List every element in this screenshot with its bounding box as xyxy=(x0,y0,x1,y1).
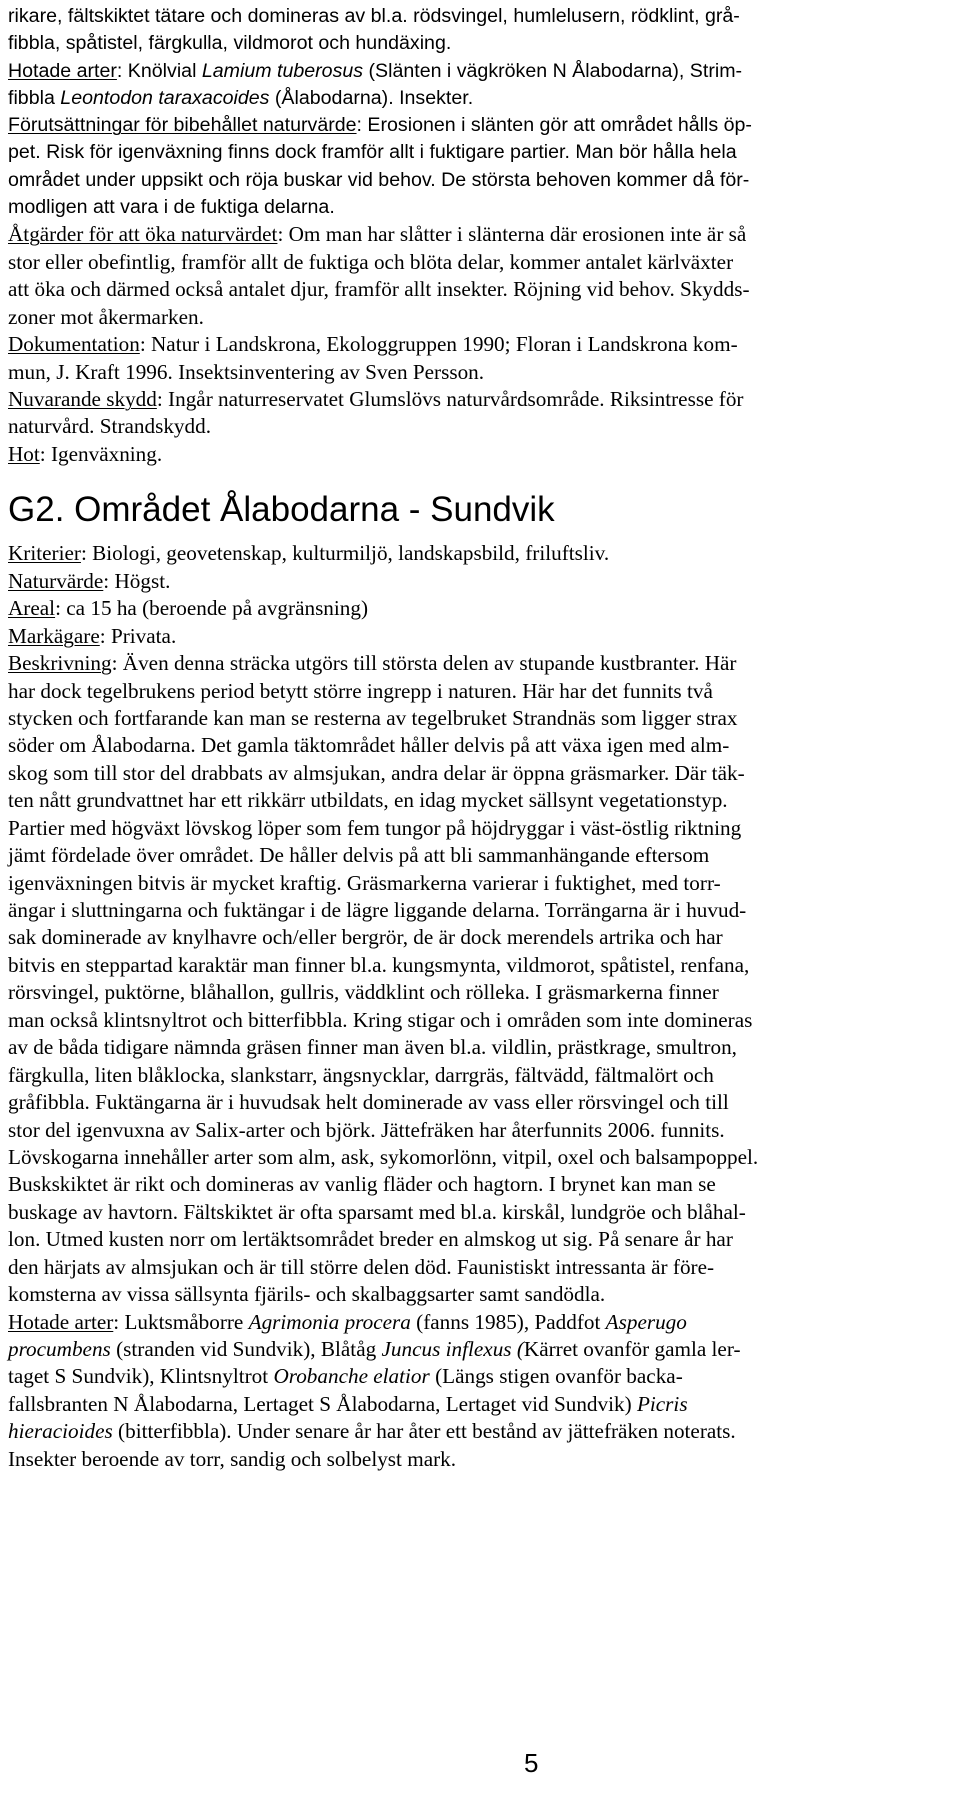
label-beskrivning: Beskrivning xyxy=(8,651,112,676)
text-line: Areal: ca 15 ha (beroende på avgränsning) xyxy=(8,596,369,621)
text-line: modligen att vara i de fuktiga delarna. xyxy=(8,196,335,219)
text-line: Markägare: Privata. xyxy=(8,623,177,648)
text-line: stycken och fortfarande kan man se resterna av tegelbruket Strandnäs som ligger strax xyxy=(8,705,738,730)
section-measures xyxy=(8,221,952,468)
text-line: fallsbranten N Ålabodarna, Lertaget S Ålabodarna, Lertaget vid Sundvik) Picris xyxy=(8,1391,688,1416)
text-line: Hot: Igenväxning. xyxy=(8,441,163,466)
text-line: rikare, fältskiktet tätare och domineras av bl.a. rödsvingel, humlelusern, rödklint, grå- xyxy=(8,5,740,27)
text-line: området under uppsikt och röja buskar vid behov. De största behoven kommer då för- xyxy=(8,168,750,191)
text-line: naturvård. Strandskydd. xyxy=(8,414,212,439)
label-hot: Hot xyxy=(8,441,40,466)
species-name: Juncus inflexus ( xyxy=(381,1337,524,1361)
label-kriterier: Kriterier xyxy=(8,541,81,566)
text-line: Åtgärder för att öka naturvärdet: Om man har slåtter i slänterna där erosionen inte är så xyxy=(8,222,747,247)
text-line: skog som till stor del drabbats av almsjukan, andra delar är öppna gräsmarker. Där täk- xyxy=(8,760,745,785)
document-page xyxy=(8,0,952,1473)
text-line: gråfibbla. Fuktängarna är i huvudsak helt dominerade av vass eller rörsvingel och till xyxy=(8,1090,729,1115)
text-line: man också klintsnyltrot och bitterfibbla. Kring stigar och i områden som inte domineras xyxy=(8,1007,753,1032)
text-line: Förutsättningar för bibehållet naturvärde: Erosionen i slänten gör att området hålls öp- xyxy=(8,114,752,137)
text-line: Hotade arter: Luktsmåborre Agrimonia procera (fanns 1985), Paddfot Asperugo xyxy=(8,1309,687,1334)
label-hotade-arter: Hotade arter xyxy=(8,1309,114,1334)
text-line: rörsvingel, puktörne, blåhallon, gullris, väddklint och rölleka. I gräsmarkerna finner xyxy=(8,980,719,1005)
text-line: färgkulla, liten blåklocka, slankstarr, ängsnycklar, darrgräs, fältvädd, fältmalört och xyxy=(8,1062,714,1087)
text-line: Insekter beroende av torr, sandig och solbelyst mark. xyxy=(8,1446,457,1471)
text-line: pet. Risk för igenväxning finns dock framför allt i fuktigare partier. Man bör hålla hela xyxy=(8,141,737,164)
text-line: att öka och därmed också antalet djur, framför allt insekter. Röjning vid behov. Skydds- xyxy=(8,277,750,302)
text-line: ten nått grundvattnet har ett rikkärr utbildats, en idag mycket sällsynt vegetationstyp. xyxy=(8,788,728,813)
species-name: hieracioides xyxy=(8,1419,113,1444)
text-line: av de båda tidigare nämnda gräsen finner man även bl.a. vildlin, prästkrage, smultron, xyxy=(8,1035,737,1060)
text-line: Dokumentation: Natur i Landskrona, Ekologgruppen 1990; Floran i Landskrona kom- xyxy=(8,332,738,357)
text-line: den härjats av almsjukan och är till större delen död. Faunistiskt intressanta är före- xyxy=(8,1254,715,1279)
text-line: söder om Ålabodarna. Det gamla täktområdet håller delvis på att växa igen med alm- xyxy=(8,733,730,758)
text-line: jämt fördelade över området. De håller delvis på att bli sammanhängande eftersom xyxy=(8,843,710,868)
text-line: Hotade arter: Knölvial Lamium tuberosus (Slänten i vägkröken N Ålabodarna), Strim- xyxy=(8,59,743,82)
label-naturvarde: Naturvärde xyxy=(8,568,104,593)
text-line: zoner mot åkermarken. xyxy=(8,304,204,329)
text-line: fibbla, spåtistel, färgkulla, vildmorot och hundäxing. xyxy=(8,32,452,55)
text-line: lon. Utmed kusten norr om lertäktsområdet breder en almskog ut sig. På senare år har xyxy=(8,1227,733,1252)
section-continuation xyxy=(8,3,952,221)
text-line: fibbla Leontodon taraxacoides (Ålabodarna). Insekter. xyxy=(8,86,474,109)
text-line: stor del igenvuxna av Salix-arter och björk. Jättefräken har återfunnits 2006. funnits. xyxy=(8,1117,725,1142)
description-lines xyxy=(8,678,952,1309)
text-line: Beskrivning: Även denna sträcka utgörs till största delen av stupande kustbranter. Här xyxy=(8,651,737,676)
text-line: hieracioides (bitterfibbla). Under senare år har åter ett bestånd av jättefräken noterats. xyxy=(8,1419,736,1444)
label-hotade-arter: Hotade arter xyxy=(8,59,117,82)
text-line: buskage av havtorn. Fältskiktet är ofta sparsamt med bl.a. kirskål, lundgröe och blåhal- xyxy=(8,1199,746,1224)
text-line: sak dominerade av knylhavre och/eller bergrör, de är dock merendels artrika och har xyxy=(8,925,723,950)
label-forutsattningar: Förutsättningar för bibehållet naturvärde xyxy=(8,114,357,137)
species-name: Lamium tuberosus xyxy=(201,59,364,82)
species-name: Picris xyxy=(636,1391,688,1416)
text-line: Kriterier: Biologi, geovetenskap, kulturmiljö, landskapsbild, friluftsliv. xyxy=(8,541,610,566)
text-line: har dock tegelbrukens period betytt större ingrepp i naturen. Här har det funnits två xyxy=(8,678,713,703)
text-line: mun, J. Kraft 1996. Insektsinventering av Sven Persson. xyxy=(8,359,485,384)
species-name: Orobanche elatior xyxy=(273,1364,430,1389)
text-line: igenväxningen bitvis är mycket kraftig. Gräsmarkerna varierar i fuktighet, med torr- xyxy=(8,870,721,895)
species-name: Leontodon taraxacoides xyxy=(60,86,270,109)
species-name: procumbens xyxy=(8,1337,111,1361)
text-line: Nuvarande skydd: Ingår naturreservatet Glumslövs naturvårdsområde. Riksintresse för xyxy=(8,387,744,411)
text-line: Partier med högväxt lövskog löper som fem tungor på höjdryggar i väst-östlig riktning xyxy=(8,815,742,840)
label-atgarder: Åtgärder för att öka naturvärdet xyxy=(8,222,278,247)
page-number: 5 xyxy=(524,1748,539,1778)
label-nuvarande-skydd: Nuvarande skydd xyxy=(8,387,157,411)
section-heading: G2. Området Ålabodarna - Sundvik xyxy=(8,490,555,530)
label-areal: Areal xyxy=(8,596,56,621)
text-line: komsterna av vissa sällsynta fjärils- och skalbaggsarter samt sandödla. xyxy=(8,1282,606,1307)
label-dokumentation: Dokumentation xyxy=(8,332,140,357)
section-body xyxy=(8,540,952,1473)
species-name: Agrimonia procera xyxy=(248,1309,411,1334)
text-line: taget S Sundvik), Klintsnyltrot Orobanche elatior (Längs stigen ovanför backa- xyxy=(8,1364,683,1389)
text-line: stor eller obefintlig, framför allt de fuktiga och blöta delar, kommer antalet kärlväxter xyxy=(8,249,734,274)
text-line: Naturvärde: Högst. xyxy=(8,568,171,593)
text-line: Buskskiktet är rikt och domineras av vanlig fläder och hagtorn. I brynet kan man se xyxy=(8,1172,716,1197)
text-line: ängar i sluttningarna och fuktängar i de lägre liggande delarna. Torrängarna är i huvud- xyxy=(8,898,747,922)
text-line: bitvis en steppartad karaktär man finner bl.a. kungsmynta, vildmorot, spåtistel, renfana, xyxy=(8,952,750,977)
text-line: procumbens (stranden vid Sundvik), Blåtåg Juncus inflexus (Kärret ovanför gamla ler- xyxy=(8,1337,741,1361)
label-markagare: Markägare xyxy=(8,623,100,648)
text-line: Lövskogarna innehåller arter som alm, ask, sykomorlönn, vitpil, oxel och balsampoppel. xyxy=(8,1144,759,1169)
species-name: Asperugo xyxy=(605,1309,687,1334)
